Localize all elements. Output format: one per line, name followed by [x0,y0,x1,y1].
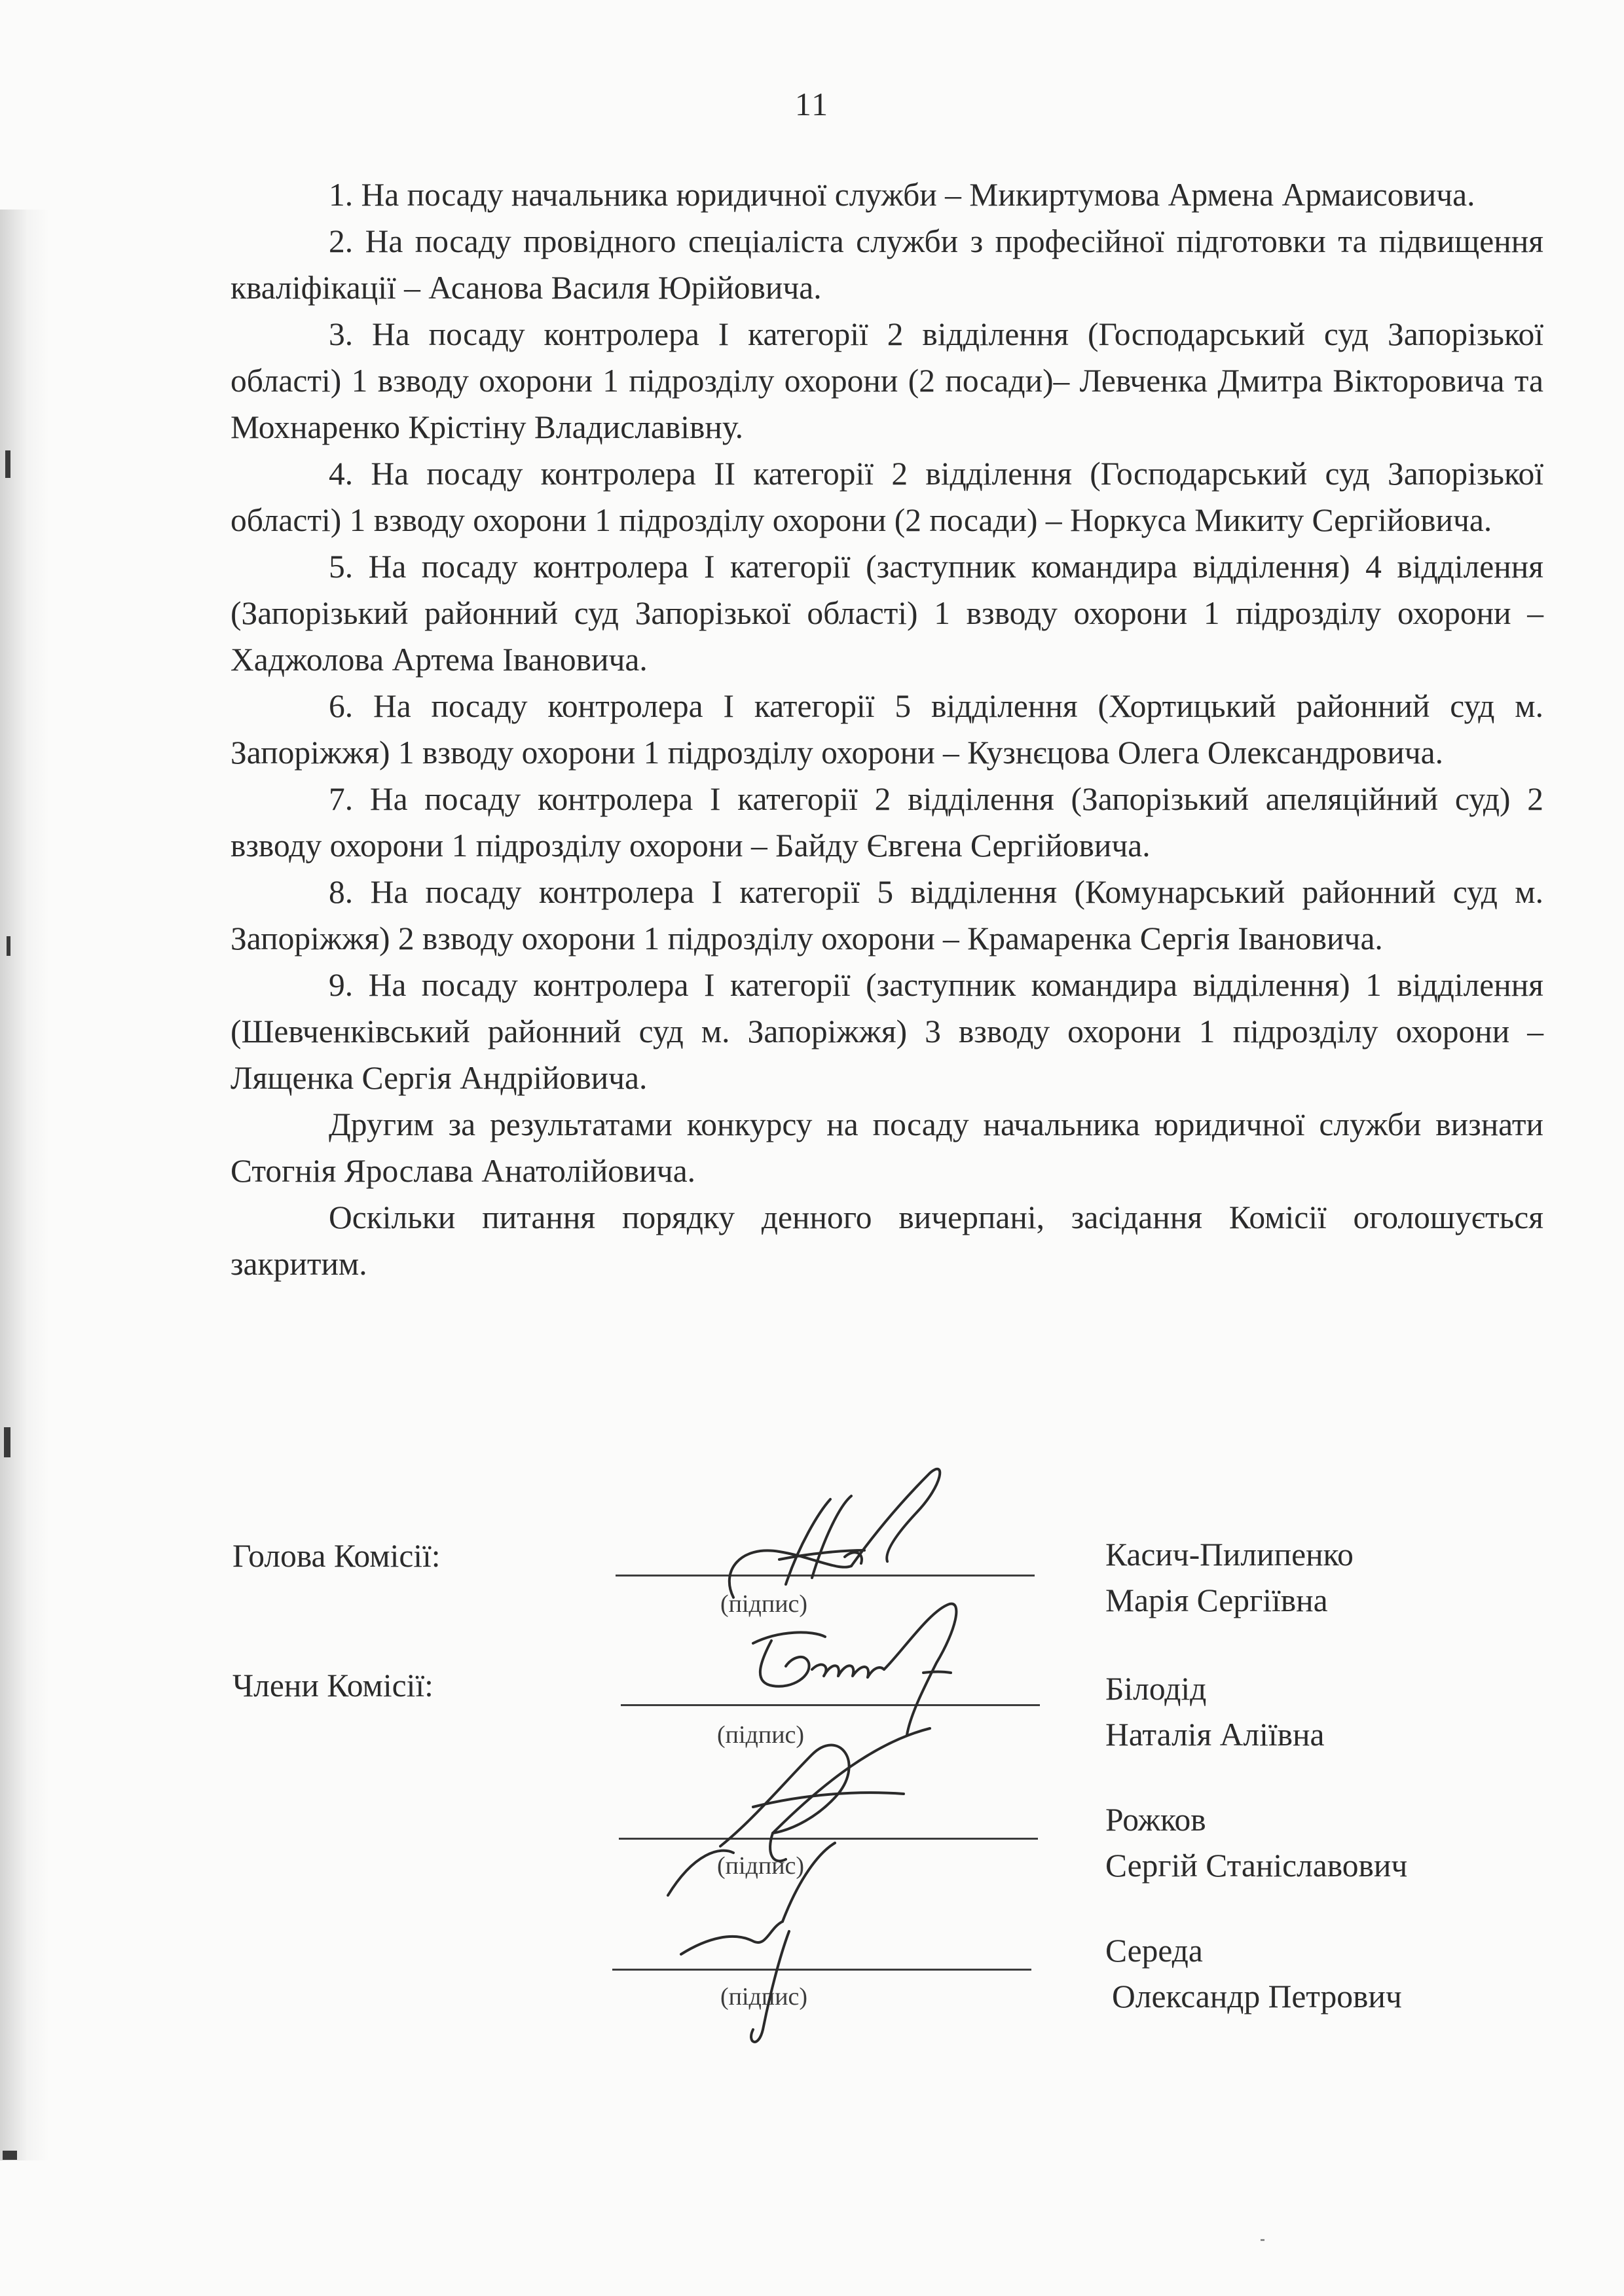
paragraph-item-7: 7. На посаду контролера I категорії 2 відділення (Запорізький апеляційний суд) 2 взводу охорони 1 підрозділу охорони – Байду Євгена Сергійовича. [231,781,1543,864]
member-1-given-name: Наталія Аліївна [1105,1717,1325,1753]
signature-caption: (підпис) [720,1983,808,2011]
second-place-paragraph: Другим за результатами конкурсу на посаду начальника юридичної служби визнати Стогнія Ярослава Анатолійовича. [231,1106,1543,1189]
paragraph-item-6: 6. На посаду контролера I категорії 5 відділення (Хортицький районний суд м. Запоріжжя) 1 взводу охорони 1 підрозділу охорони – Кузнєцова Олега Олександровича. [231,688,1543,771]
chair-surname: Касич-Пилипенко [1105,1537,1354,1573]
paragraph-item-5: 5. На посаду контролера I категорії (заступник командира відділення) 4 відділення (Запорізький районний суд Запорізької області) 1 взводу охорони 1 підрозділу охорони – Хаджолова Артема Івановича. [231,549,1543,678]
member-2-given-name: Сергій Станіславович [1105,1848,1408,1884]
members-label: Члени Комісії: [232,1667,434,1704]
member-3-surname: Середа [1105,1933,1203,1969]
signature-caption: (підпис) [720,1590,808,1618]
signature-member-1-image [753,1604,956,1735]
member-2-surname: Рожков [1105,1802,1206,1838]
member-1-surname: Білодід [1105,1671,1207,1707]
paragraph-item-4: 4. На посаду контролера II категорії 2 відділення (Господарський суд Запорізької області) 1 взводу охорони 1 підрозділу охорони (2 посади) – Норкуса Микиту Сергійовича. [231,456,1543,538]
signature-chair-image [729,1469,940,1597]
chair-given-name: Марія Сергіївна [1105,1582,1328,1618]
page-number: 11 [794,86,830,122]
signature-member-2-image [720,1728,930,1861]
paragraph-item-3: 3. На посаду контролера I категорії 2 відділення (Господарський суд Запорізької області) 1 взводу охорони 1 підрозділу охорони (2 посади)– Левченка Дмитра Вікторовича та Мохнаренко Крістіну Владиславівну. [231,316,1543,445]
member-3-given-name: Олександр Петрович [1112,1978,1402,2014]
paragraph-item-8: 8. На посаду контролера I категорії 5 відділення (Комунарський районний суд м. Запоріжжя) 2 взводу охорони 1 підрозділу охорони – Крамаренка Сергія Івановича. [231,874,1543,957]
paragraph-item-9: 9. На посаду контролера I категорії (заступник командира відділення) 1 відділення (Шевченківський районний суд м. Запоріжжя) 3 взводу охорони 1 підрозділу охорони – Лященка Сергія Андрійовича. [231,967,1543,1096]
scan-artifact-mark [1261,2239,1264,2241]
signature-caption: (підпис) [717,1852,805,1880]
signature-caption: (підпис) [717,1721,805,1749]
paragraph-item-1: 1. На посаду начальника юридичної служби – Микиртумова Армена Армаисовича. [329,177,1475,213]
chair-label: Голова Комісії: [232,1538,441,1574]
paragraph-item-2: 2. На посаду провідного спеціаліста служби з професійної підготовки та підвищення кваліфікації – Асанова Василя Юрійовича. [231,223,1543,306]
closing-paragraph: Оскільки питання порядку денного вичерпані, засідання Комісії оголошується закритим. [231,1199,1543,1282]
signature-member-3-image [668,1843,835,2042]
